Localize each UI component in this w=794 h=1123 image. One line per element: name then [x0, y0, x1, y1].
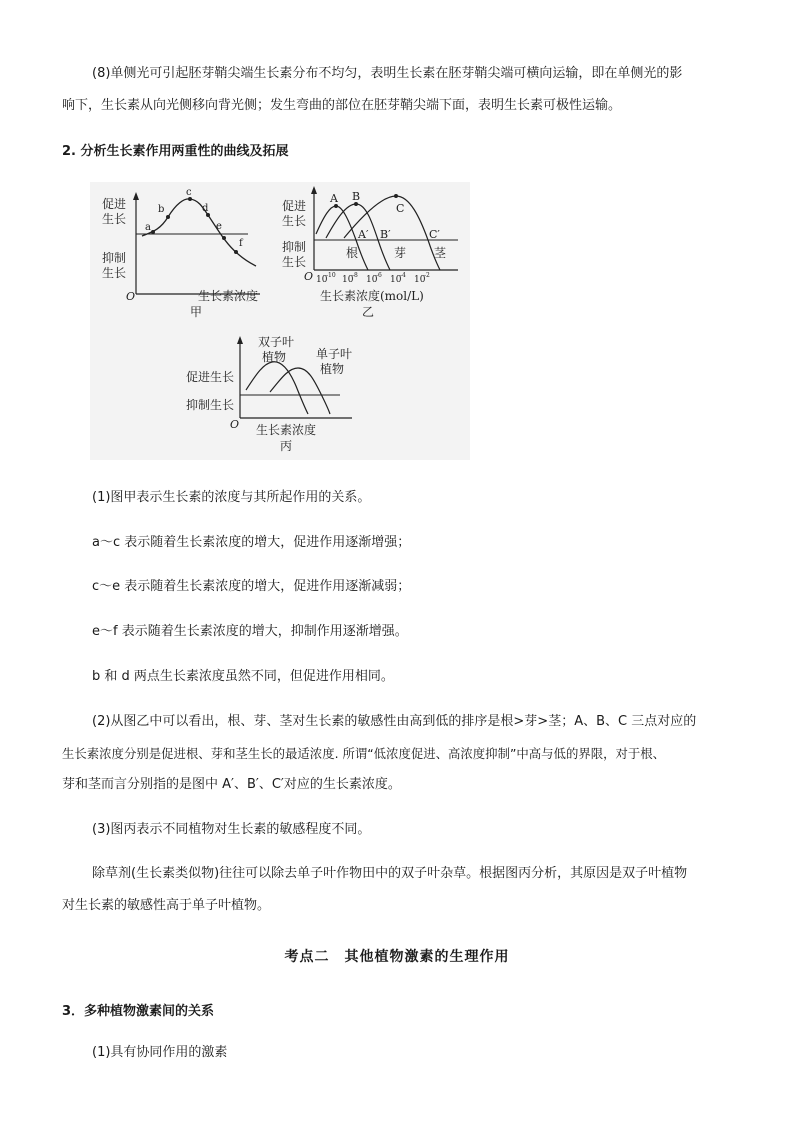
bing-origin: O [230, 418, 240, 431]
bing-promote: 促进生长 [186, 370, 235, 384]
jia-xlabel: 生长素浓度 [198, 289, 259, 303]
para-herbicide-line1: 除草剂(生长素类似物)往往可以除去单子叶作物田中的双子叶杂草。根据图丙分析，其原因是双子叶植物 [92, 866, 688, 881]
para-q2-line3: 芽和茎而言分别指的是图中 A′、B′、C′对应的生长素浓度。 [62, 777, 401, 792]
bing-xlabel: 生长素浓度 [256, 423, 317, 437]
jia-label-a: a [145, 222, 151, 233]
para-herbicide-line2: 对生长素的敏感性高于单子叶植物。 [62, 898, 271, 913]
para-ac: a～c 表示随着生长素浓度的增大，促进作用逐渐增强； [92, 535, 411, 550]
jia-inhibit-2: 生长 [102, 266, 127, 280]
section-2-title: 2. 分析生长素作用两重性的曲线及拓展 [62, 144, 289, 159]
jia-label-f: f [239, 238, 243, 249]
yi-tick-2-base: 10 [342, 275, 354, 285]
yi-tick-4-base: 10 [390, 275, 402, 285]
jia-point-b [166, 215, 170, 219]
figure-group [90, 182, 470, 460]
yi-xlabel: 生长素浓度(mol/L) [320, 289, 424, 303]
yi-label-bud: 芽 [394, 246, 407, 260]
bing-monocot-1: 单子叶 [316, 347, 353, 361]
yi-label-A-prime: A′ [358, 228, 369, 241]
bing-dicot-2: 植物 [262, 350, 287, 364]
jia-label-e: e [216, 221, 222, 232]
yi-tick-2-exp: -8 [352, 272, 358, 279]
yi-label-B-prime: B′ [380, 228, 391, 241]
para-q3: (3)图丙表示不同植物对生长素的敏感程度不同。 [92, 822, 371, 837]
yi-inhibit-2: 生长 [282, 255, 307, 269]
section-3-title: 3．多种植物激素间的关系 [62, 1004, 215, 1019]
para-8-line1: (8)单侧光可引起胚芽鞘尖端生长素分布不均匀，表明生长素在胚芽鞘尖端可横向运输，即在单侧光的影 [92, 66, 683, 81]
yi-inhibit-1: 抑制 [282, 240, 307, 254]
yi-tick-5-base: 10 [414, 275, 426, 285]
jia-promote-2: 生长 [102, 212, 127, 226]
jia-promote-1: 促进 [102, 197, 127, 211]
jia-point-f [234, 250, 238, 254]
jia-inhibit-1: 抑制 [102, 251, 127, 265]
yi-tick-1-exp: -10 [326, 272, 336, 279]
yi-label-stem: 茎 [434, 246, 447, 260]
para-ef: e～f 表示随着生长素浓度的增大，抑制作用逐渐增强。 [92, 624, 408, 639]
yi-label-C: C [396, 202, 405, 215]
yi-promote-1: 促进 [282, 199, 307, 213]
jia-label-c: c [186, 187, 192, 198]
jia-label-d: d [202, 203, 209, 214]
para-q2-line1: (2)从图乙中可以看出，根、芽、茎对生长素的敏感性由高到低的排序是根>芽>茎；A、B、C 三点对应的 [92, 714, 697, 729]
yi-tick-4-exp: -4 [400, 272, 406, 279]
jia-origin: O [126, 290, 136, 303]
para-q2-line2: 生长素浓度分别是促进根、芽和茎生长的最适浓度. 所谓“低浓度促进、高浓度抑制”中高与低的界限，对于根、 [62, 746, 666, 761]
para-ce: c～e 表示随着生长素浓度的增大，促进作用逐渐减弱； [92, 579, 411, 594]
kaodian-2-title: 考点二 其他植物激素的生理作用 [284, 949, 510, 965]
yi-origin: O [304, 270, 314, 283]
jia-caption: 甲 [190, 305, 203, 319]
bing-dicot-1: 双子叶 [258, 335, 295, 349]
jia-point-e [222, 236, 226, 240]
yi-label-C-prime: C′ [429, 228, 440, 241]
bing-monocot-2: 植物 [320, 362, 345, 376]
para-s3-1: (1)具有协同作用的激素 [92, 1045, 228, 1060]
yi-tick-5-exp: -2 [424, 272, 430, 279]
yi-point-C [394, 194, 398, 198]
bing-inhibit: 抑制生长 [186, 398, 235, 412]
yi-label-B: B [352, 190, 361, 203]
jia-point-a [151, 230, 155, 234]
bing-caption: 丙 [280, 439, 293, 453]
para-q1: (1)图甲表示生长素的浓度与其所起作用的关系。 [92, 490, 371, 505]
yi-tick-1-base: 10 [316, 275, 328, 285]
yi-tick-3-base: 10 [366, 275, 378, 285]
yi-tick-3-exp: -6 [376, 272, 382, 279]
jia-label-b: b [158, 204, 165, 215]
yi-promote-2: 生长 [282, 214, 307, 228]
para-bd: b 和 d 两点生长素浓度虽然不同，但促进作用相同。 [92, 669, 394, 684]
para-8-line2: 响下，生长素从向光侧移向背光侧；发生弯曲的部位在胚芽鞘尖端下面，表明生长素可极性运输。 [62, 98, 622, 113]
yi-label-root: 根 [346, 246, 359, 260]
yi-label-A: A [330, 192, 338, 205]
yi-caption: 乙 [362, 305, 375, 319]
